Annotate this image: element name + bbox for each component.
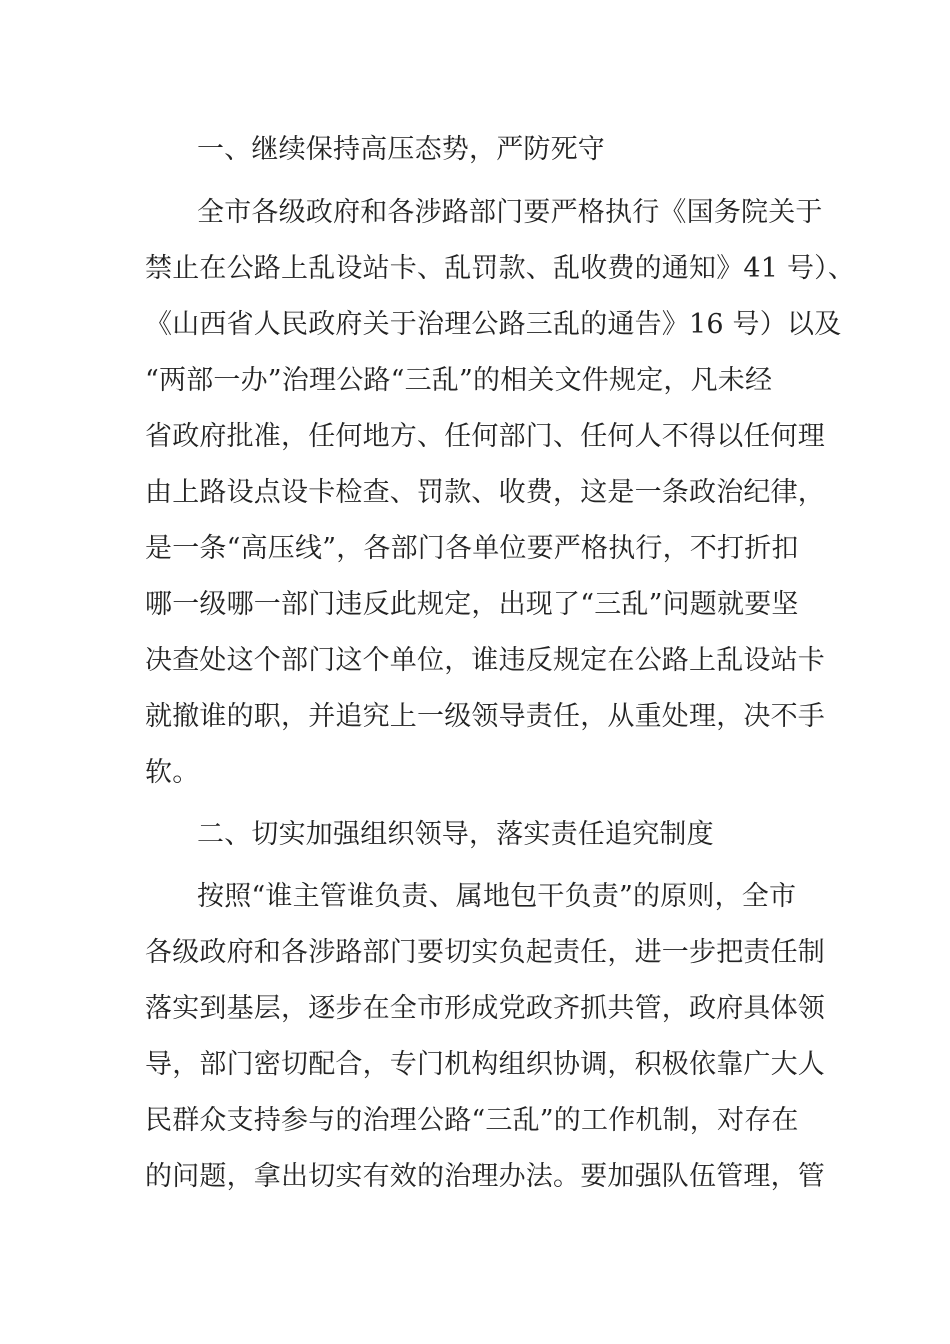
section-1-line-8: 哪一级哪一部门违反此规定，出现了“三乱”问题就要坚 xyxy=(145,589,799,620)
section-1-line-6: 由上路设点设卡检查、罚款、收费，这是一条政治纪律， xyxy=(145,477,825,508)
section-1-line-1: 全市各级政府和各涉路部门要严格执行《国务院关于 xyxy=(197,197,823,228)
section-2-line-3: 落实到基层，逐步在全市形成党政齐抓共管，政府具体领 xyxy=(145,993,825,1024)
section-2-line-1: 按照“谁主管谁负责、属地包干负责”的原则，全市 xyxy=(197,881,797,912)
section-1-heading: 一、继续保持高压态势，严防死守 xyxy=(197,134,605,165)
section-2-line-2: 各级政府和各涉路部门要切实负起责任，进一步把责任制 xyxy=(145,937,825,968)
section-2-line-6: 的问题，拿出切实有效的治理办法。要加强队伍管理，管 xyxy=(145,1161,825,1192)
section-1-line-9: 决查处这个部门这个单位，谁违反规定在公路上乱设站卡 xyxy=(145,645,825,676)
section-1-line-10: 就撤谁的职，并追究上一级领导责任，从重处理，决不手 xyxy=(145,701,825,732)
section-1-line-11: 软。 xyxy=(145,757,200,788)
section-1-line-7: 是一条“高压线”，各部门各单位要严格执行，不打折扣 xyxy=(145,533,799,564)
section-1-line-3: 《山西省人民政府关于治理公路三乱的通告》16 号）以及 xyxy=(145,309,842,340)
section-2-line-5: 民群众支持参与的治理公路“三乱”的工作机制，对存在 xyxy=(145,1105,799,1136)
section-1-line-5: 省政府批准，任何地方、任何部门、任何人不得以任何理 xyxy=(145,421,825,452)
section-1-line-2: 禁止在公路上乱设站卡、乱罚款、乱收费的通知》41 号）、 xyxy=(145,253,856,284)
section-1-line-4: “两部一办”治理公路“三乱”的相关文件规定，凡未经 xyxy=(145,365,773,396)
section-2-line-4: 导，部门密切配合，专门机构组织协调，积极依靠广大人 xyxy=(145,1049,825,1080)
section-2-heading: 二、切实加强组织领导，落实责任追究制度 xyxy=(197,819,714,850)
